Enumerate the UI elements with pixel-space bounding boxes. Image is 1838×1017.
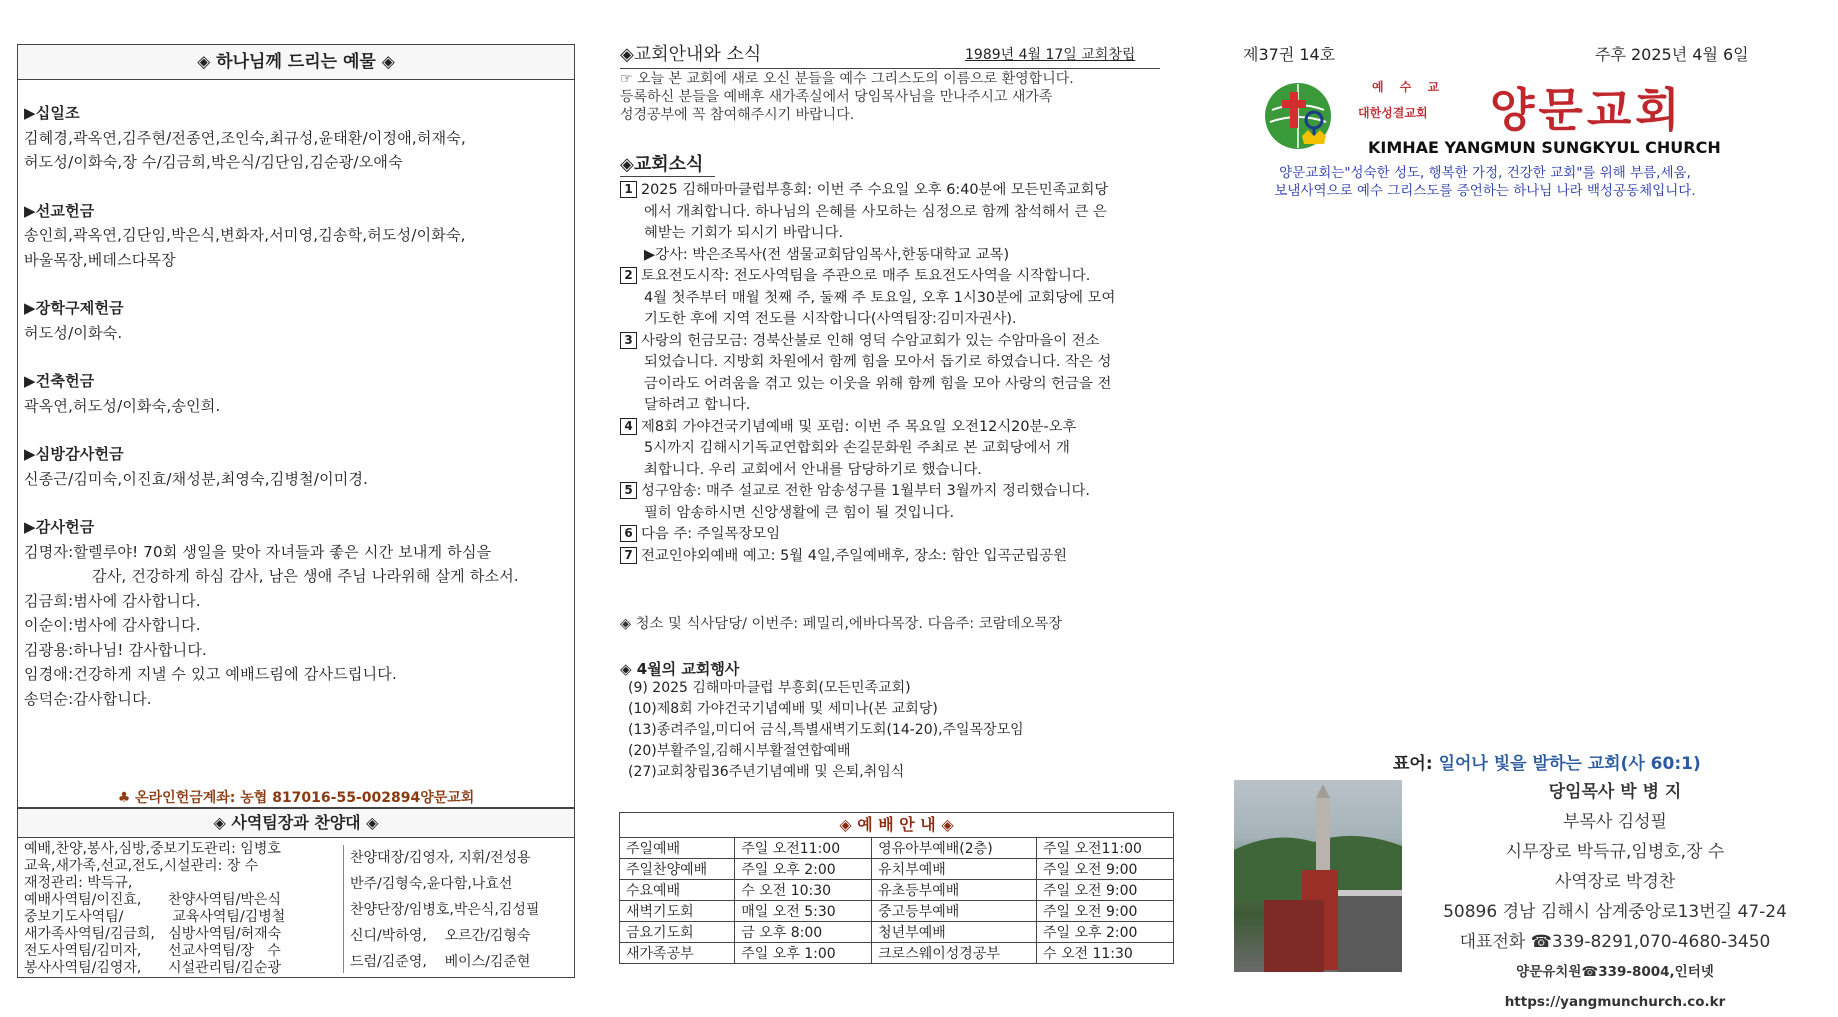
online-account: ♣ 온라인헌금계좌: 농협 817016-55-002894양문교회 bbox=[117, 790, 475, 806]
table-row: 주일예배 주일 오전11:00 영유아부예배(2층) 주일 오전11:00 bbox=[620, 838, 1174, 859]
offering-header: ◈ 하나님께 드리는 예물 ◈ bbox=[18, 45, 574, 80]
april-event: (9) 2025 김해마마클럽 부흥회(모든민족교회) bbox=[628, 680, 911, 696]
founded-date: 1989년 4월 17일 교회창립 bbox=[965, 47, 1136, 63]
table-row: 금요기도회 금 오후 8:00 청년부예배 주일 오후 2:00 bbox=[620, 922, 1174, 943]
denomination-line-2: 대한성결교회 bbox=[1358, 106, 1428, 120]
team-line: 중보기도사역팀/ 교육사역팀/김병철 bbox=[24, 909, 286, 925]
offering-section bbox=[24, 369, 568, 418]
news-title: ◈교회소식 bbox=[620, 150, 715, 177]
section-title: ▶건축헌금 bbox=[24, 372, 95, 390]
news-item: 4 제8회 가야건국기념예배 및 포럼: 이번 주 목요일 오전12시20분-오후 5시까지 김해시기독교연합회와 손길문화원 주최로 본 교회당에서 개 최합니다. 우리 교회에서 안내를 담당하기로 했습니다. bbox=[620, 417, 1190, 482]
staff-info bbox=[1410, 777, 1820, 1017]
choir-line: 찬양단장/임병호,박은식,김성필 bbox=[350, 902, 540, 918]
ministry-elder: 사역장로 박경찬 bbox=[1554, 872, 1676, 892]
offering-section bbox=[24, 296, 568, 345]
elders: 시무장로 박득규,임병호,장 수 bbox=[1505, 842, 1725, 862]
offering-section bbox=[24, 442, 568, 491]
choir-list bbox=[343, 845, 578, 973]
team-line: 교육,새가족,선교,전도,시설관리: 장 수 bbox=[24, 858, 259, 874]
slogan: 표어: 일어나 빛을 발하는 교회(사 60:1) bbox=[1393, 754, 1701, 774]
table-row: 새벽기도회 매일 오전 5:30 중고등부예배 주일 오전 9:00 bbox=[620, 901, 1174, 922]
section-title: ▶십일조 bbox=[24, 104, 80, 122]
worship-header: ◈ 예 배 안 내 ◈ bbox=[619, 812, 1174, 837]
april-title: ◈ 4월의 교회행사 bbox=[620, 660, 740, 678]
choir-line: 신디/박하영, 오르간/김형숙 bbox=[350, 928, 531, 944]
offering-panel bbox=[17, 44, 575, 808]
section-line: 허도성/이화숙,장 수/김금희,박은식/김단임,김순광/오애숙 bbox=[24, 153, 403, 171]
bulletin-date: 주후 2025년 4월 6일 bbox=[1595, 45, 1749, 64]
section-title: ▶심방감사헌금 bbox=[24, 445, 124, 463]
april-event: (13)종려주일,미디어 금식,특별새벽기도회(14-20),주일목장모임 bbox=[628, 722, 1024, 738]
section-line: 김혜경,곽옥연,김주현/전종연,조인숙,최규성,윤태환/이정애,허재숙, bbox=[24, 128, 466, 147]
senior-pastor: 당임목사 박 병 지 bbox=[1548, 782, 1682, 802]
worship-table bbox=[619, 837, 1174, 964]
news-item: 2 토요전도시작: 전도사역팀을 주관으로 매주 토요전도사역을 시작합니다. 4월 첫주부터 매월 첫째 주, 둘째 주 토요일, 오후 1시30분에 교회당에 모여 기도한 후에 지역 전도를 시작합니다(사역팀장:김미자권사). bbox=[620, 266, 1190, 331]
section-title: ▶장학구제헌금 bbox=[24, 299, 124, 317]
phone: 대표전화 ☎339-8291,070-4680-3450 bbox=[1459, 932, 1771, 952]
worship-guide bbox=[619, 812, 1174, 964]
offering-section bbox=[24, 199, 568, 273]
team-line: 예배사역팀/이진효, 찬양사역팀/박은식 bbox=[24, 892, 281, 908]
table-row: 수요예배 수 오전 10:30 유초등부예배 주일 오전 9:00 bbox=[620, 880, 1174, 901]
news-list bbox=[620, 180, 1190, 567]
team-ministry-list bbox=[24, 841, 354, 977]
thanks-row: 김금희: 범사에 감사합니다. bbox=[24, 591, 201, 610]
thanks-row: 임경애: 건강하게 지낼 수 있고 예배드림에 감사드립니다. bbox=[24, 665, 397, 683]
denomination-line-1: 예 수 교 bbox=[1372, 80, 1446, 94]
choir-line: 찬양대장/김영자, 지휘/전성용 bbox=[350, 850, 531, 866]
section-line: 허도성/이화숙. bbox=[24, 323, 123, 342]
thanks-row: 송덕순: 감사합니다. bbox=[24, 689, 152, 708]
team-line: 재정관리: 박득규, bbox=[24, 875, 133, 891]
table-row: 주일찬양예배 주일 오후 2:00 유치부예배 주일 오전 9:00 bbox=[620, 859, 1174, 880]
section-line: 신종근/김미숙,이진효/채성분,최영숙,김병철/이미경. bbox=[24, 469, 369, 488]
april-event: (20)부활주일,김해시부활절연합예배 bbox=[628, 743, 851, 759]
team-panel bbox=[17, 808, 575, 978]
church-english-name: KIMHAE YANGMUN SUNGKYUL CHURCH bbox=[1368, 138, 1721, 157]
section-line: 송인희,곽옥연,김단임,박은식,변화자,서미영,김송학,허도성/이화숙, bbox=[24, 226, 466, 244]
volume-number: 제37권 14호 bbox=[1243, 45, 1336, 64]
team-line: 전도사역팀/김미자, 선교사역팀/장 수 bbox=[24, 943, 281, 959]
section-line: 곽옥연,허도성/이화숙,송인희. bbox=[24, 396, 221, 415]
thanks-row: 김명자: 할렐루야! 70회 생일을 맞아 자녀들과 좋은 시간 보내게 하심을 bbox=[24, 542, 492, 561]
table-row: 새가족공부 주일 오후 1:00 크로스웨이성경공부 수 오전 11:30 bbox=[620, 943, 1174, 964]
april-event: (10)제8회 가야건국기념예배 및 세미나(본 교회당) bbox=[628, 701, 938, 717]
associate-pastor: 부목사 김성필 bbox=[1563, 812, 1667, 832]
cleaning-duty: ◈ 청소 및 식사담당/ 이번주: 페밀리,에바다목장. 다음주: 코람데오목장 bbox=[620, 616, 1063, 632]
section-title: ▶감사헌금 bbox=[24, 518, 95, 536]
team-line: 새가족사역팀/김금희, 심방사역팀/허재숙 bbox=[24, 926, 282, 942]
news-item: 1 2025 김해마마클럽부흥회: 이번 주 수요일 오후 6:40분에 모든민족교회당 에서 개최합니다. 하나님의 은혜를 사모하는 심정으로 함께 참석해서 큰 은 혜받는 기회가 되시기 바랍니다. ▶강사: 박은조목사(전 샘물교회담임목사,한동대학교 교목) bbox=[620, 180, 1190, 266]
offering-list bbox=[24, 101, 568, 711]
thanks-section bbox=[24, 515, 568, 711]
april-event: (27)교회창립36주년기념예배 및 은퇴,취임식 bbox=[628, 764, 905, 780]
offering-section bbox=[24, 101, 568, 175]
news-item: 6 다음 주: 주일목장모임 bbox=[620, 524, 1190, 546]
news-item: 5 성구암송: 매주 설교로 전한 암송성구를 1월부터 3월까지 정리했습니다. 필히 암송하시면 신앙생활에 큰 힘이 될 것입니다. bbox=[620, 481, 1190, 524]
team-line: 봉사사역팀/김영자, 시설관리팀/김순광 bbox=[24, 960, 281, 976]
news-item: 7 전교인야외예배 예고: 5월 4일,주일예배후, 장소: 함안 입곡군립공원 bbox=[620, 546, 1190, 568]
guide-title: ◈교회안내와 소식 bbox=[620, 44, 762, 65]
news-item: 3 사랑의 헌금모금: 경북산불로 인해 영덕 수암교회가 있는 수암마을이 전소 되었습니다. 지방회 차원에서 함께 힘을 모아서 돕기로 하였습니다. 작은 성 금이라도 어려움을 겪고 있는 이웃을 위해 함께 힘을 모아 사랑의 헌금을 전 달하려고 합니다. bbox=[620, 331, 1190, 417]
thanks-row: 이순이: 범사에 감사합니다. bbox=[24, 616, 201, 634]
choir-line: 드럼/김준영, 베이스/김준현 bbox=[350, 954, 531, 970]
thanks-row: 김광용: 하나님! 감사합니다. bbox=[24, 640, 207, 659]
guide-header-row bbox=[620, 40, 1190, 69]
section-title: ▶선교헌금 bbox=[24, 201, 95, 220]
kindergarten-website: 양문유치원☎339-8004,인터넷 https://yangmunchurch.co.kr bbox=[1504, 964, 1726, 1010]
team-line: 예배,찬양,봉사,심방,중보기도관리: 임병호 bbox=[24, 841, 281, 857]
church-name: 양문교회 bbox=[1490, 83, 1684, 137]
welcome-note: ☞ 오늘 본 교회에 새로 오신 분들을 예수 그리스도의 이름으로 환영합니다. 등록하신 분들을 예배후 새가족실에서 당임목사님을 만나주시고 새가족 성경공부에 꼭 참여해주시기 바랍니다. bbox=[620, 71, 1074, 123]
address: 50896 경남 김해시 삼계중앙로13번길 47-24 bbox=[1443, 902, 1787, 922]
april-events bbox=[628, 678, 1024, 783]
thanks-row: 감사, 건강하게 하심 감사, 남은 생애 주님 나라위해 살게 하소서. bbox=[92, 567, 519, 585]
section-line: 바울목장,베데스다목장 bbox=[24, 250, 176, 269]
team-header: ◈ 사역팀장과 찬양대 ◈ bbox=[18, 809, 574, 838]
choir-line: 반주/김형숙,윤다함,나효선 bbox=[350, 876, 513, 892]
church-logo-icon bbox=[1262, 80, 1334, 152]
church-motto: 양문교회는"성숙한 성도, 행복한 가정, 건강한 교회"를 위해 부름,세움, 보냄사역으로 예수 그리스도를 증언하는 하나님 나라 백성공동체입니다. bbox=[1274, 165, 1696, 199]
church-building-photo bbox=[1234, 780, 1402, 972]
